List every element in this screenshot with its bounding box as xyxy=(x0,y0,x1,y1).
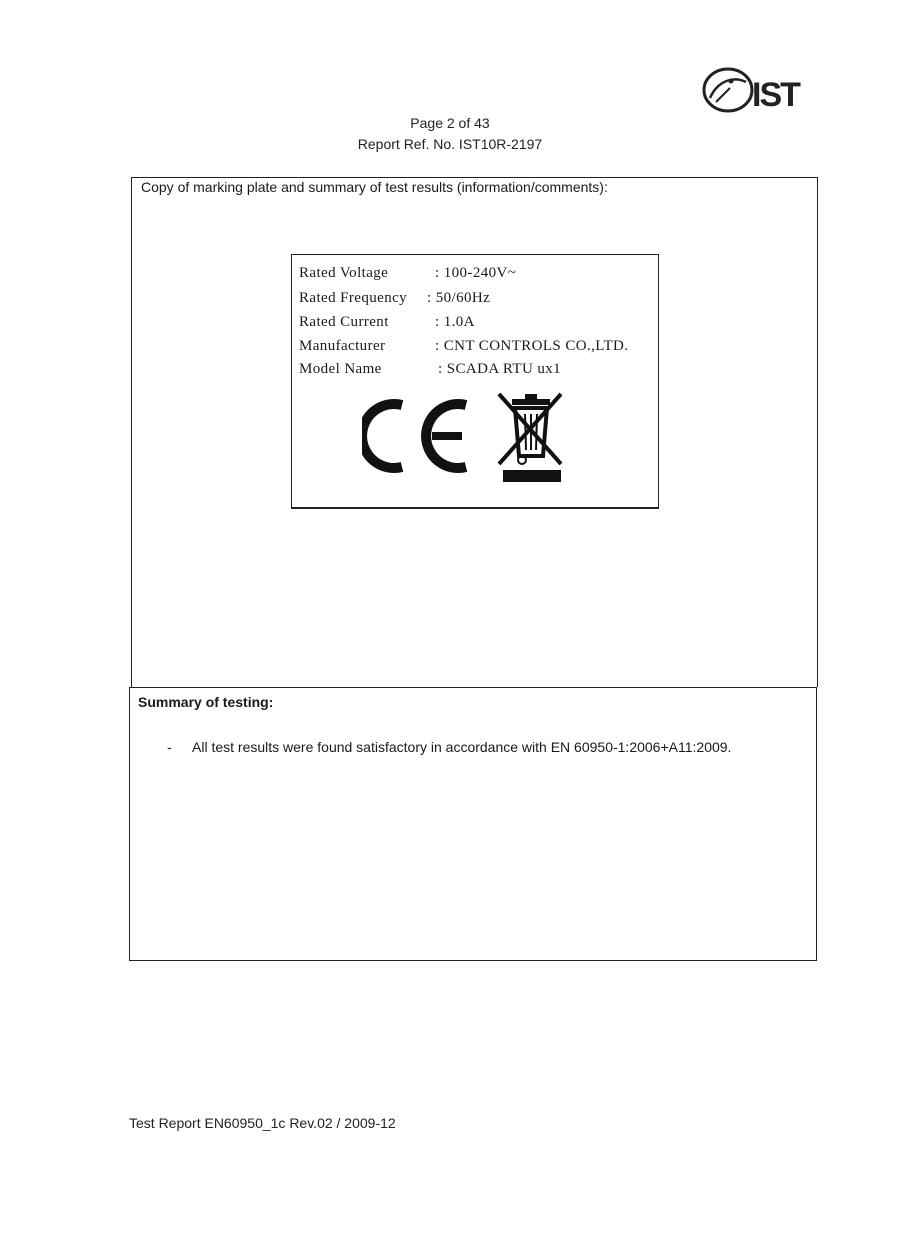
plate-label: Rated Voltage xyxy=(299,265,389,281)
page-number: Page 2 of 43 xyxy=(410,115,490,131)
ist-logo xyxy=(700,62,820,118)
plate-label: Manufacturer xyxy=(299,338,386,354)
plate-label: Rated Current xyxy=(299,314,389,330)
weee-crossed-bin-icon xyxy=(495,390,565,485)
plate-row-frequency xyxy=(299,290,491,307)
summary-section xyxy=(129,687,817,961)
footer-text: Test Report EN60950_1c Rev.02 / 2009-12 xyxy=(129,1115,396,1131)
marking-section-caption: Copy of marking plate and summary of test results (information/comments): xyxy=(141,179,608,195)
plate-row-voltage xyxy=(299,265,517,282)
svg-text:IST: IST xyxy=(752,76,799,114)
report-reference: Report Ref. No. IST10R-2197 xyxy=(357,136,543,152)
plate-row-model xyxy=(299,361,562,378)
plate-label: Model Name xyxy=(299,361,382,377)
plate-row-current xyxy=(299,314,475,331)
ce-mark-icon xyxy=(362,397,472,475)
marking-plate xyxy=(291,254,659,509)
plate-value: : CNT CONTROLS CO.,LTD. xyxy=(435,338,629,354)
plate-value: : 100-240V~ xyxy=(435,265,517,281)
plate-value: : 1.0A xyxy=(435,314,475,330)
summary-title: Summary of testing: xyxy=(138,694,274,710)
plate-value: : 50/60Hz xyxy=(427,290,491,306)
plate-row-manufacturer xyxy=(299,338,629,355)
bullet-dash: - xyxy=(167,739,172,755)
plate-value: : SCADA RTU ux1 xyxy=(438,361,562,377)
summary-bullet-text: All test results were found satisfactory in accordance with EN 60950-1:2006+A11:2009. xyxy=(192,739,732,755)
plate-label: Rated Frequency xyxy=(299,290,408,306)
